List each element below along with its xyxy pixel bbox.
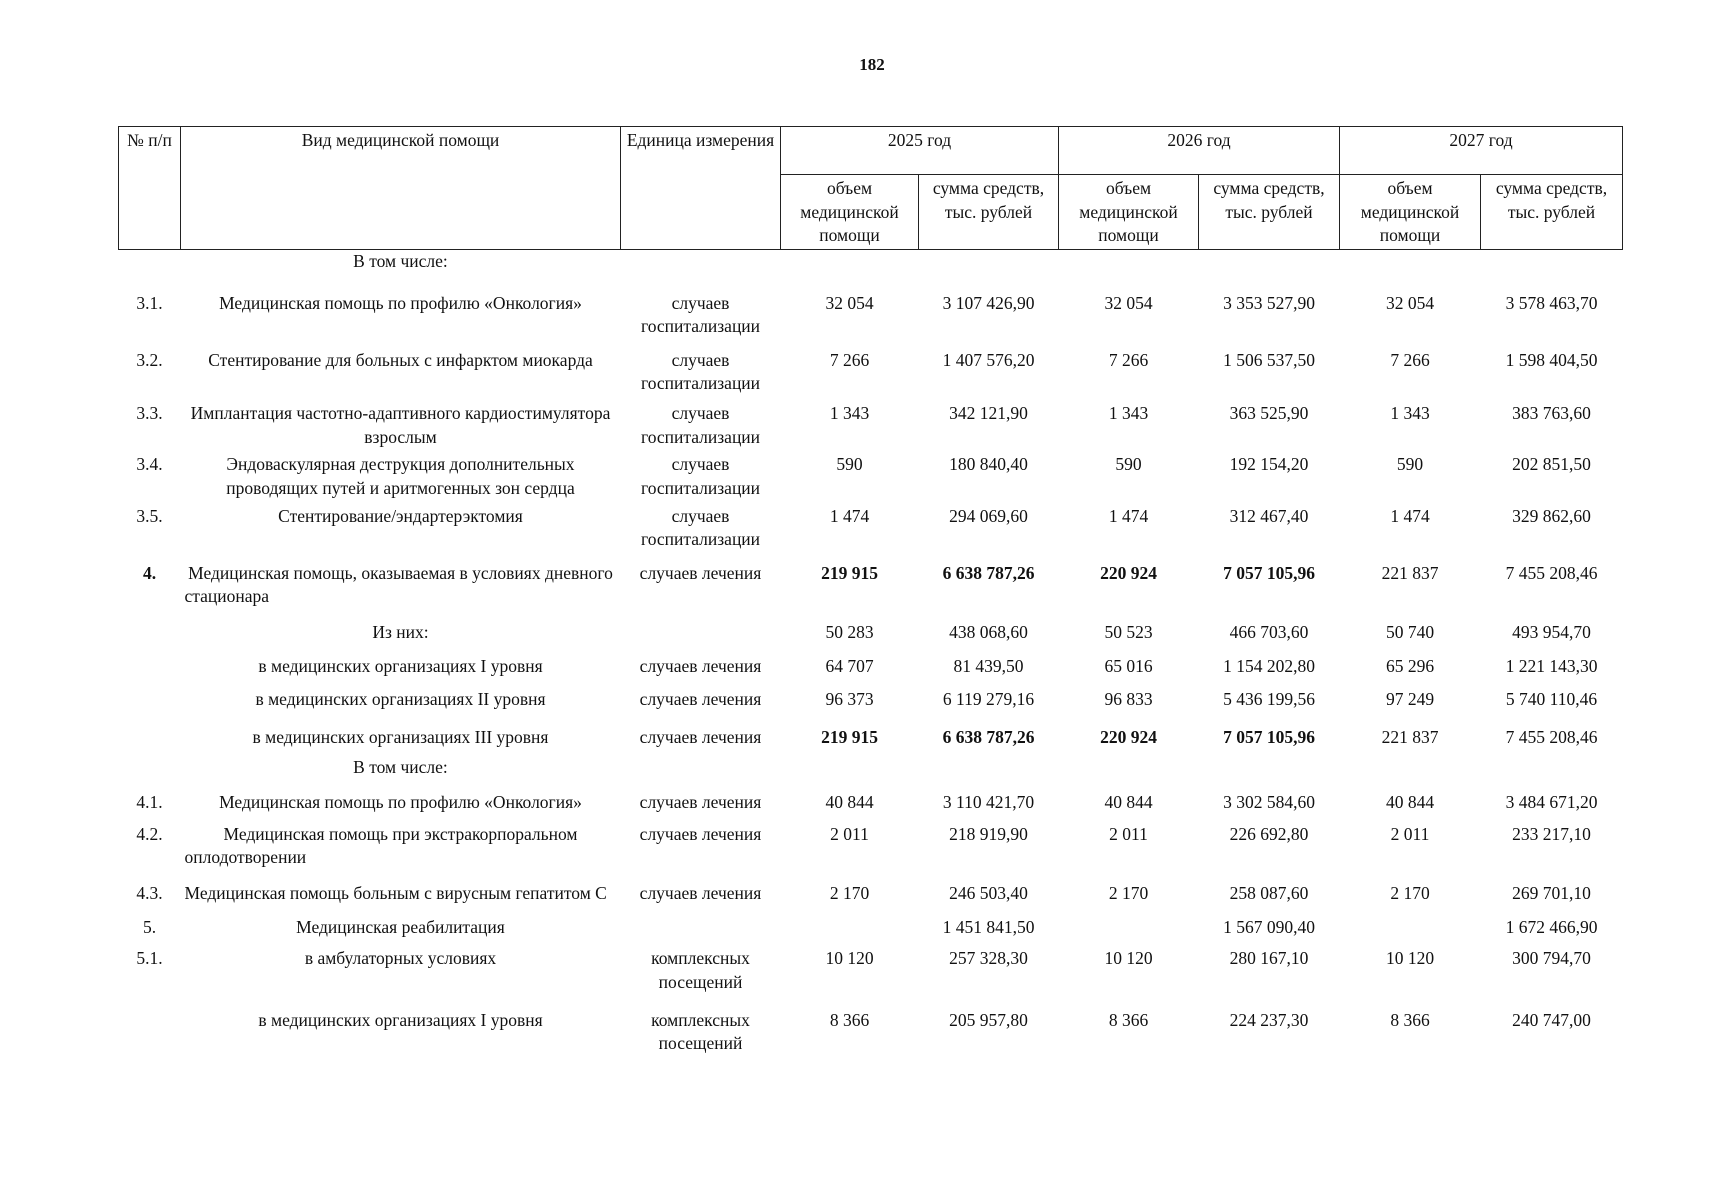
table-row: [119, 345, 1623, 400]
row-sum: 329 862,60: [1512, 505, 1591, 526]
row-sum: 363 525,90: [1229, 403, 1309, 423]
row-volume: [1059, 249, 1199, 285]
medical-care-table: [118, 126, 1623, 1058]
row-sum: 1 451 841,50: [942, 916, 1035, 937]
row-sum: [919, 249, 1059, 285]
row-sum: 3 484 671,20: [1505, 792, 1598, 813]
header-num: № п/п: [119, 127, 181, 250]
row-volume: 221 837: [1381, 562, 1439, 583]
row-unit: [621, 615, 781, 651]
row-number: [119, 754, 181, 786]
header-year-2025: 2025 год: [781, 127, 1059, 175]
row-volume: 97 249: [1385, 689, 1435, 710]
row-volume: 1 474: [1390, 505, 1430, 526]
row-sum: 294 069,60: [949, 505, 1028, 526]
row-volume: 32 054: [1104, 292, 1153, 313]
row-volume: 220 924: [1100, 726, 1157, 747]
row-number: [119, 615, 181, 651]
row-sum: 257 328,30: [949, 948, 1028, 969]
row-number: [119, 684, 181, 720]
row-volume: 10 120: [1104, 948, 1153, 969]
row-sum: 342 121,90: [949, 403, 1028, 423]
row-name: Медицинская помощь при экстракорпоральном оплодотворении: [184, 823, 578, 868]
row-sum: 6 119 279,16: [942, 689, 1035, 710]
row-sum: 1 672 466,90: [1505, 916, 1598, 937]
row-number: [119, 651, 181, 685]
row-number: [119, 720, 181, 754]
row-volume: 8 366: [829, 1009, 870, 1030]
row-volume: [1340, 249, 1481, 285]
row-number: 5.: [142, 916, 157, 937]
row-sum: 5 740 110,46: [1505, 689, 1598, 710]
row-sum: 6 638 787,26: [942, 562, 1035, 583]
row-sum: 3 110 421,70: [942, 792, 1035, 813]
row-unit: комплексных посещений: [651, 948, 750, 992]
row-volume: 10 120: [825, 948, 874, 969]
row-volume: 7 266: [829, 349, 870, 370]
row-unit: [621, 249, 781, 285]
header-unit: Единица измерения: [621, 127, 781, 250]
row-name: в амбулаторных условиях: [304, 948, 497, 969]
row-name: в медицинских организациях I уровня: [258, 655, 543, 676]
row-sum: 1 567 090,40: [1223, 916, 1315, 937]
row-sum: 258 087,60: [1229, 883, 1309, 903]
row-sum: 280 167,10: [1229, 948, 1309, 969]
row-unit: [621, 912, 781, 944]
header-sum-2025: сумма средств, тыс. рублей: [919, 175, 1059, 250]
row-sum: 5 436 199,56: [1223, 689, 1315, 710]
row-unit: случаев лечения: [639, 883, 762, 903]
row-unit: случаев лечения: [639, 655, 762, 676]
row-sum: 3 353 527,90: [1223, 292, 1315, 313]
row-name: В том числе:: [353, 756, 448, 777]
row-name: Имплантация частотно-адаптивного кардиостимулятора взрослым: [190, 403, 611, 447]
row-sum: 233 217,10: [1512, 823, 1591, 844]
row-volume: 50 740: [1385, 622, 1435, 642]
row-volume: 590: [1396, 454, 1424, 475]
table-row: [119, 651, 1623, 685]
table-row: [119, 503, 1623, 556]
row-sum: 192 154,20: [1229, 454, 1309, 475]
row-volume: 32 054: [825, 292, 874, 313]
row-name: Медицинская помощь больным с вирусным гепатитом С: [184, 883, 607, 903]
row-volume: [1340, 754, 1481, 786]
table-row: [119, 785, 1623, 821]
row-volume: [781, 912, 919, 944]
row-sum: 1 506 537,50: [1223, 349, 1315, 370]
row-name: Медицинская помощь по профилю «Онкология»: [219, 792, 582, 813]
row-sum: [1199, 249, 1340, 285]
header-sum-2026: сумма средств, тыс. рублей: [1199, 175, 1340, 250]
table-body: [119, 249, 1623, 1057]
row-sum: [1481, 754, 1623, 786]
row-sum: 383 763,60: [1512, 403, 1591, 423]
row-number: 3.2.: [136, 349, 163, 370]
row-name: Стентирование/эндартерэктомия: [278, 505, 523, 526]
header-kind: Вид медицинской помощи: [181, 127, 621, 250]
row-number: [119, 249, 181, 285]
row-volume: 2 011: [830, 823, 869, 844]
row-unit: случаев лечения: [639, 689, 762, 710]
table-row: [119, 451, 1623, 502]
row-volume: 1 343: [829, 403, 870, 423]
row-volume: 7 266: [1390, 349, 1430, 370]
row-volume: 10 120: [1385, 948, 1435, 969]
row-name: в медицинских организациях III уровня: [252, 726, 549, 747]
row-unit: случаев госпитализации: [640, 454, 761, 498]
table-row: [119, 615, 1623, 651]
row-sum: 240 747,00: [1512, 1009, 1591, 1030]
row-volume: 96 833: [1104, 689, 1153, 710]
table-row: [119, 249, 1623, 285]
row-number: 3.3.: [136, 403, 163, 423]
row-volume: 40 844: [1104, 792, 1153, 813]
table-row: [119, 876, 1623, 912]
row-sum: 7 455 208,46: [1505, 562, 1598, 583]
row-number: 4.1.: [136, 792, 163, 813]
row-volume: [1340, 912, 1481, 944]
row-sum: 1 598 404,50: [1505, 349, 1598, 370]
row-volume: 590: [836, 454, 863, 475]
header-volume-2027: объем медицинской помощи: [1340, 175, 1481, 250]
row-volume: 219 915: [821, 726, 878, 747]
row-sum: 438 068,60: [949, 622, 1028, 642]
row-name: В том числе:: [353, 250, 448, 271]
row-name: Медицинская помощь, оказываемая в условиях дневного стационара: [184, 562, 613, 607]
row-unit: комплексных посещений: [651, 1009, 750, 1054]
row-sum: 1 407 576,20: [942, 349, 1035, 370]
row-unit: [621, 754, 781, 786]
row-sum: 218 919,90: [949, 823, 1028, 844]
row-volume: 2 170: [1390, 883, 1430, 903]
header-year-2027: 2027 год: [1340, 127, 1623, 175]
row-sum: 466 703,60: [1229, 622, 1309, 642]
row-sum: 3 302 584,60: [1223, 792, 1315, 813]
row-volume: 64 707: [825, 655, 874, 676]
row-volume: 590: [1115, 454, 1142, 475]
row-sum: [1481, 249, 1623, 285]
row-name: Из них:: [372, 622, 429, 642]
row-volume: 1 343: [1108, 403, 1149, 423]
row-unit: случаев госпитализации: [640, 349, 761, 394]
row-volume: 2 011: [1390, 823, 1430, 844]
page-number: 182: [859, 55, 885, 74]
row-sum: 1 221 143,30: [1505, 655, 1598, 676]
row-unit: случаев госпитализации: [640, 292, 761, 337]
row-number: 3.5.: [136, 505, 163, 526]
row-sum: 202 851,50: [1512, 454, 1591, 475]
row-sum: [919, 754, 1059, 786]
row-name: Медицинская реабилитация: [296, 916, 505, 937]
row-volume: 50 283: [825, 622, 874, 642]
row-name: Медицинская помощь по профилю «Онкология»: [219, 292, 582, 313]
row-volume: 40 844: [1385, 792, 1435, 813]
row-sum: 3 578 463,70: [1505, 292, 1598, 313]
table-header: [119, 127, 1623, 250]
table-row: [119, 720, 1623, 754]
row-volume: 1 474: [1108, 505, 1149, 526]
row-number: 4.2.: [136, 823, 163, 844]
header-sum-2027: сумма средств, тыс. рублей: [1481, 175, 1623, 250]
row-volume: 221 837: [1381, 726, 1439, 747]
header-volume-2026: объем медицинской помощи: [1059, 175, 1199, 250]
row-number: 5.1.: [136, 948, 163, 969]
table-row: [119, 286, 1623, 345]
row-sum: 3 107 426,90: [942, 292, 1035, 313]
row-unit: случаев госпитализации: [640, 505, 761, 550]
row-sum: 269 701,10: [1512, 883, 1591, 903]
row-volume: 32 054: [1385, 292, 1435, 313]
row-unit: случаев лечения: [639, 726, 762, 747]
row-volume: 8 366: [1108, 1009, 1149, 1030]
table-row: [119, 754, 1623, 786]
row-volume: 2 011: [1109, 823, 1148, 844]
row-sum: 7 455 208,46: [1505, 726, 1598, 747]
row-volume: 65 016: [1104, 655, 1153, 676]
row-unit: случаев лечения: [639, 562, 762, 583]
row-volume: 50 523: [1104, 622, 1153, 642]
row-sum: 493 954,70: [1512, 622, 1591, 642]
row-sum: 6 638 787,26: [942, 726, 1035, 747]
row-sum: 205 957,80: [949, 1009, 1028, 1030]
row-name: Эндоваскулярная деструкция дополнительных проводящих путей и аритмогенных зон сердца: [226, 454, 575, 498]
row-number: 3.4.: [136, 454, 163, 475]
table-row: [119, 943, 1623, 1000]
row-volume: 2 170: [1108, 883, 1149, 903]
row-sum: 312 467,40: [1229, 505, 1309, 526]
header-year-2026: 2026 год: [1059, 127, 1340, 175]
row-sum: 300 794,70: [1512, 948, 1591, 969]
row-sum: 81 439,50: [953, 655, 1024, 676]
row-name: Стентирование для больных с инфарктом миокарда: [208, 349, 593, 370]
row-name: в медицинских организациях II уровня: [255, 689, 546, 710]
row-volume: 1 343: [1390, 403, 1430, 423]
row-volume: 7 266: [1108, 349, 1149, 370]
row-sum: 1 154 202,80: [1223, 655, 1315, 676]
row-number: [119, 1001, 181, 1058]
row-sum: 224 237,30: [1229, 1009, 1309, 1030]
row-volume: [1059, 912, 1199, 944]
row-volume: 96 373: [825, 689, 874, 710]
table-row: [119, 1001, 1623, 1058]
row-volume: 220 924: [1100, 562, 1157, 583]
row-volume: 65 296: [1385, 655, 1435, 676]
row-unit: случаев лечения: [639, 823, 762, 844]
table-row: [119, 400, 1623, 451]
table-row: [119, 912, 1623, 944]
row-volume: 1 474: [829, 505, 870, 526]
row-volume: 40 844: [825, 792, 874, 813]
row-volume: 8 366: [1390, 1009, 1430, 1030]
row-sum: 246 503,40: [949, 883, 1028, 903]
row-number: 3.1.: [136, 292, 163, 313]
row-sum: 180 840,40: [949, 454, 1028, 475]
row-number: 4.3.: [136, 883, 163, 903]
row-sum: 7 057 105,96: [1223, 726, 1315, 747]
row-sum: 226 692,80: [1229, 823, 1309, 844]
row-volume: 2 170: [829, 883, 870, 903]
row-volume: [781, 754, 919, 786]
row-sum: [1199, 754, 1340, 786]
table-row: [119, 821, 1623, 876]
header-volume-2025: объем медицинской помощи: [781, 175, 919, 250]
row-volume: [781, 249, 919, 285]
row-number: 4.: [142, 562, 157, 583]
row-volume: [1059, 754, 1199, 786]
row-unit: случаев госпитализации: [640, 403, 761, 447]
row-sum: 7 057 105,96: [1223, 562, 1315, 583]
table-row: [119, 684, 1623, 720]
row-unit: случаев лечения: [639, 792, 762, 813]
row-volume: 219 915: [821, 562, 878, 583]
row-name: в медицинских организациях I уровня: [258, 1009, 543, 1030]
table-row: [119, 556, 1623, 615]
